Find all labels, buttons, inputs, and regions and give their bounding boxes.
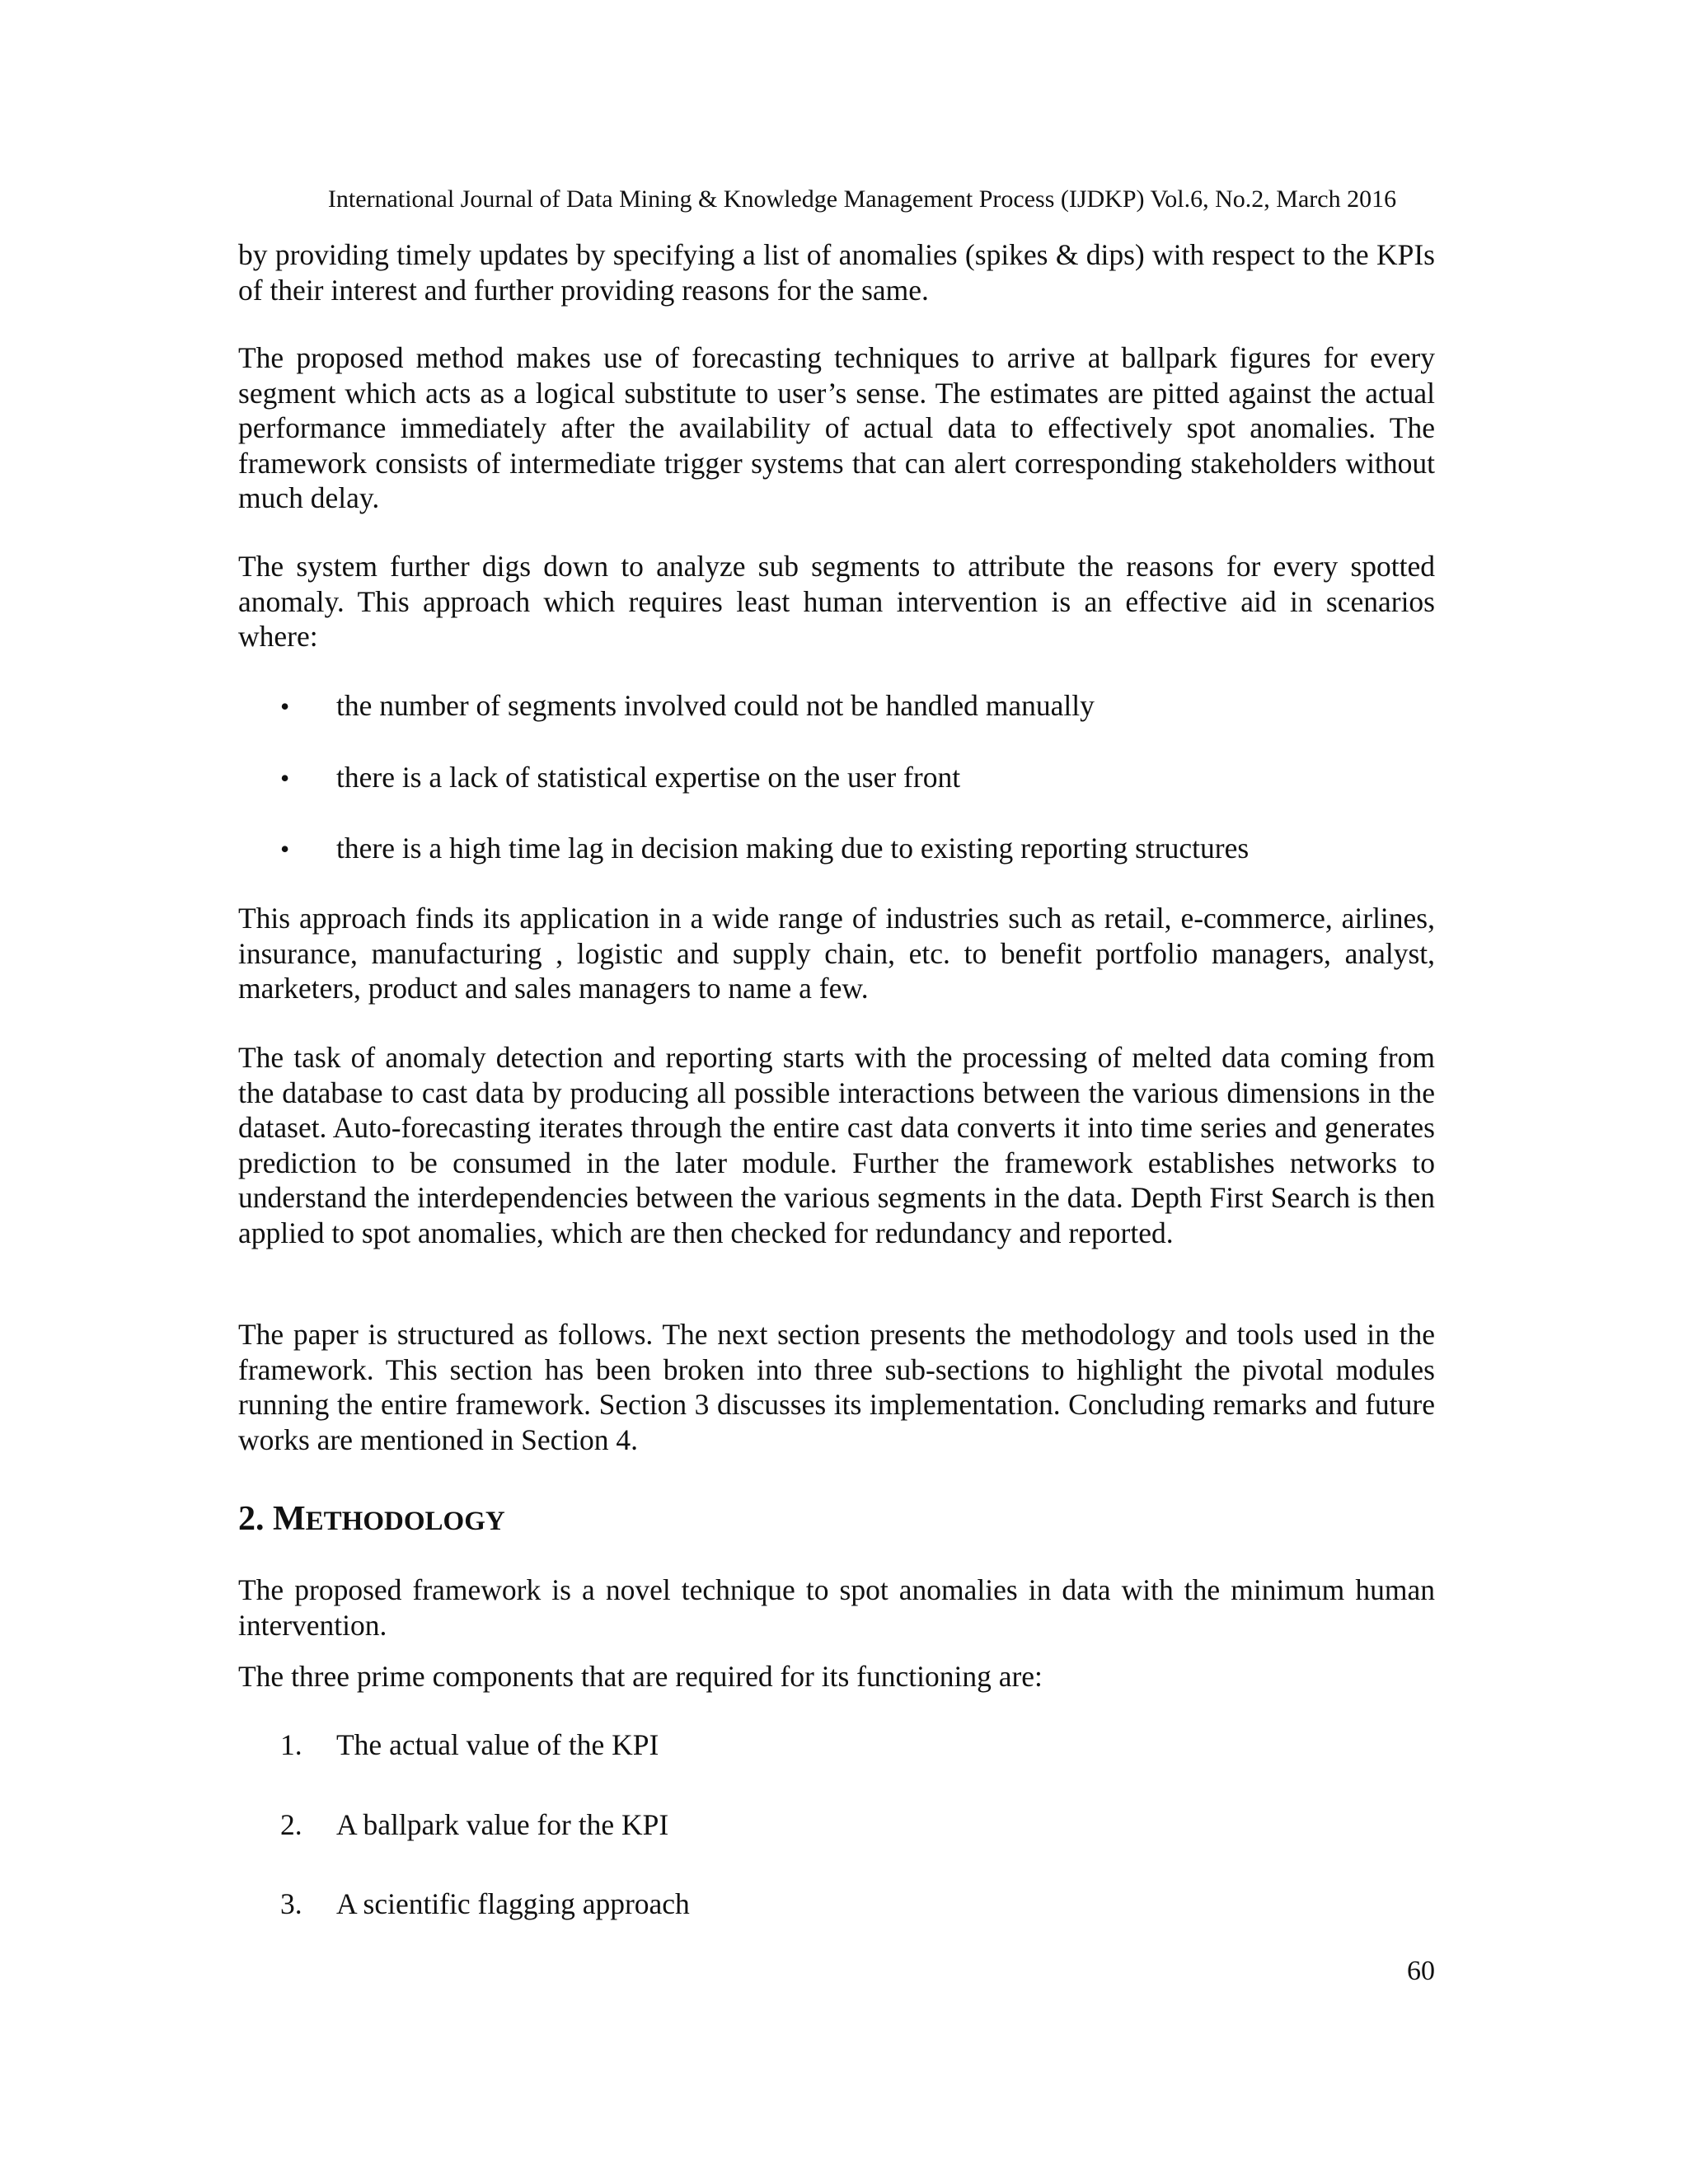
paragraph-intro-continuation [238,237,1435,307]
bullet-icon: • [280,763,290,793]
item-text: A scientific flagging approach [336,1887,690,1920]
item-text: A ballpark value for the KPI [336,1808,669,1841]
running-header: International Journal of Data Mining & Knowledge Management Process (IJDKP) Vol.6, No.2, March 2016 [327,185,1397,213]
bullet-item [280,760,960,796]
bullet-icon: • [280,691,290,721]
section-heading [238,1498,505,1542]
paragraph: The paper is structured as follows. The next section presents the methodology and tools used in the framework. This section has been broken into three sub-sections to highlight the pivotal modules running the entire framework. Section 3 discusses its implementation. Concluding remarks and future works are mentioned in Section 4. [238,1318,1435,1456]
paragraph: The task of anomaly detection and reporting starts with the processing of melted data coming from the database to cast data by producing all possible interactions between the various dimensions in the dataset. Auto-forecasting iterates through the entire cast data converts it into time series and generates prediction to be consumed in the later module. Further the framework establishes networks to understand the interdependencies between the various segments in the data. Depth First Search is then applied to spot anomalies, which are then checked for redundancy and reported. [238,1041,1435,1249]
bullet-item [280,831,1249,867]
bullet-item [280,688,1095,724]
numbered-item [280,1807,668,1843]
paragraph: The proposed method makes use of forecasting techniques to arrive at ballpark figures for every segment which acts as a logical substitute to user’s sense. The estimates are pitted against the actual performance immediately after the availability of actual data to effectively spot anomalies. The framework consists of intermediate trigger systems that can alert corresponding stakeholders without much delay. [238,341,1435,514]
paragraph: The system further digs down to analyze sub segments to attribute the reasons for every spotted anomaly. This approach which requires least human intervention is an effective aid in scenarios where: [238,550,1435,653]
numbered-item [280,1886,690,1922]
numbered-item [280,1727,659,1763]
bullet-icon: • [280,834,290,864]
paragraph: by providing timely updates by specifying a list of anomalies (spikes & dips) with respect to the KPIs of their interest and further providing reasons for the same. [238,238,1435,307]
bullet-text: the number of segments involved could not be handled manually [336,689,1095,722]
section-title-initial: M [273,1500,306,1538]
item-number: 1. [280,1728,302,1761]
item-number: 2. [280,1808,302,1841]
paragraph-proposed-method [238,340,1435,516]
item-number: 3. [280,1887,302,1920]
section-title-rest: ETHODOLOGY [305,1507,505,1536]
paragraph: This approach finds its application in a wide range of industries such as retail, e-commerce, airlines, insurance, manufacturing , logistic and supply chain, etc. to benefit portfolio managers, analyst, marketers, product and sales managers to name a few. [238,902,1435,1005]
section-number: 2. [238,1500,273,1538]
page-number: 60 [1407,1956,1435,1986]
paragraph-task-description [238,1040,1435,1250]
paragraph-framework-novel [238,1572,1435,1643]
paragraph-components-intro [238,1659,1435,1694]
paragraph: The three prime components that are required for its functioning are: [238,1660,1043,1693]
paragraph-system-digs [238,549,1435,654]
paragraph-applications [238,901,1435,1006]
paragraph-structure [238,1317,1435,1457]
bullet-text: there is a high time lag in decision making due to existing reporting structures [336,832,1250,865]
item-text: The actual value of the KPI [336,1728,659,1761]
bullet-text: there is a lack of statistical expertise on the user front [336,761,961,794]
paragraph: The proposed framework is a novel technique to spot anomalies in data with the minimum human intervention. [238,1573,1435,1642]
